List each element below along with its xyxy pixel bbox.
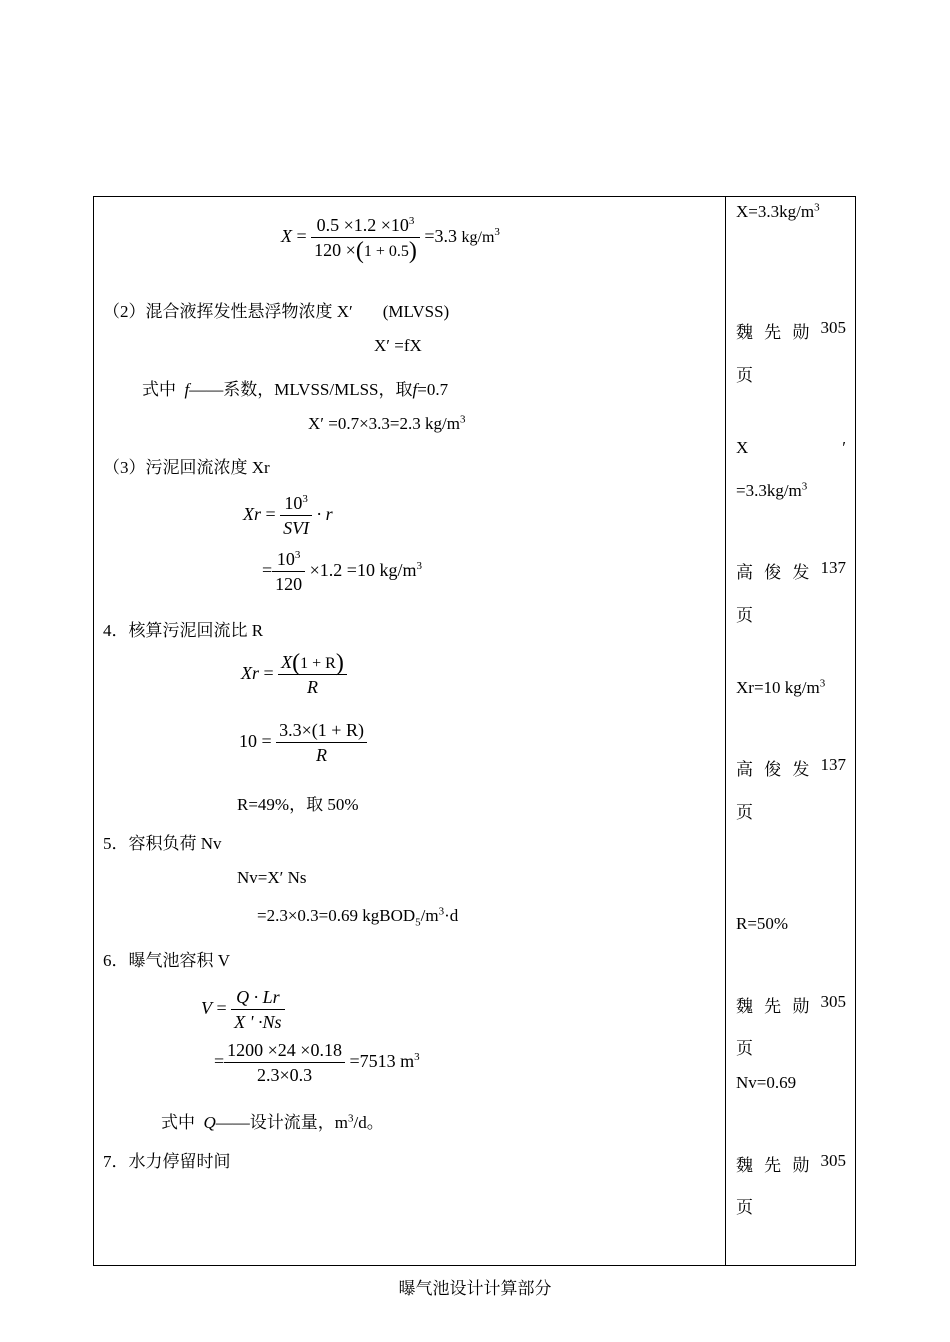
side-xr-value: Xr=10 $kg/m^3$ (736, 677, 826, 697)
side-ref-4: 魏 先 勋 305 (736, 992, 846, 1016)
equation-r1: Xr = $\frac{X(1 + R)}{R}$ (241, 652, 347, 698)
equation-r2: 10 = $\frac{3.3\times(1 + R)}{R}$ (239, 720, 367, 766)
equation-xr-calc: = $\frac{10^3}{120}$ ×1.2 =10 $kg/m^3$ (262, 549, 422, 594)
s2-calc: X′ =0.7×3.3=2.3 $kg/m^3$ (308, 413, 466, 433)
section-5-heading: 5．容积负荷 Nv (103, 834, 222, 853)
calculation-table (93, 196, 856, 1266)
v-note: 式中 Q——设计流量，$m^3/d$。 (161, 1112, 384, 1132)
equation-v1: V = $\frac{Q \cdot Lr}{X ' \cdot Ns}$ (201, 987, 285, 1033)
side-nv-value: Nv=0.69 (736, 1073, 797, 1092)
nv-formula: Nv=X′ Ns (237, 868, 307, 887)
side-ref-1: 魏 先 勋 305 (736, 318, 846, 342)
section-6-heading: 6．曝气池容积 V (103, 951, 231, 970)
s2-note: 式中 f——系数，MLVSS/MLSS，取f=0.7 (142, 380, 449, 399)
column-divider (725, 197, 726, 1265)
fraction: $\frac{0.5 \times 1.2 \times 10^3}{120 \times(1 + 0.5)}$ (311, 215, 420, 261)
section-2-heading: （2）混合液挥发性悬浮物浓度 X′ (MLVSS) (103, 302, 450, 321)
side-ref-1-page: 页 (736, 366, 753, 385)
side-x-value: $X=3.3kg/m^3$ (736, 201, 820, 221)
r-result: R=49%，取 50% (237, 795, 359, 814)
equation-v2: = $\frac{1200 \times 24 \times 0.18}{2.3\times 0.3}$ =7513 $m^3$ (214, 1040, 420, 1085)
side-r-value: R=50% (736, 914, 789, 933)
page-caption: 曝气池设计计算部分 (398, 1279, 552, 1299)
eq-result: =3.3 (424, 226, 457, 247)
side-ref-2: 高 俊 发 137 (736, 558, 846, 582)
side-ref-2-page: 页 (736, 606, 753, 625)
side-ref-5-page: 页 (736, 1198, 753, 1217)
section-4-heading: 4．核算污泥回流比 R (103, 621, 264, 640)
equation-x: X = $\frac{0.5 \times 1.2 \times 10^3}{120 \times(1 + 0.5)}$ =3.3 $kg/m^3$ (281, 215, 500, 264)
section-3-heading: （3）污泥回流浓度 Xr (103, 458, 270, 477)
side-ref-3: 高 俊 发 137 (736, 755, 846, 779)
nv-calc: =2.3×0.3=0.69 $kgBOD_5/m^3\cdot d$ (257, 905, 459, 929)
s2-formula: X′ =fX (374, 336, 422, 355)
section-7-heading: 7．水力停留时间 (103, 1152, 231, 1171)
eq-lhs: X (281, 226, 292, 247)
equation-xr: Xr = $\frac{10^3}{\text{SVI}}$ · r (243, 493, 333, 538)
side-ref-4-page: 页 (736, 1039, 753, 1058)
side-ref-3-page: 页 (736, 803, 753, 822)
side-ref-5: 魏 先 勋 305 (736, 1151, 846, 1175)
side-xprime-value: $=3.3kg/m^3$ (736, 480, 808, 500)
eq-sign: = (296, 226, 307, 247)
side-xprime-label: X ′ (736, 438, 846, 457)
